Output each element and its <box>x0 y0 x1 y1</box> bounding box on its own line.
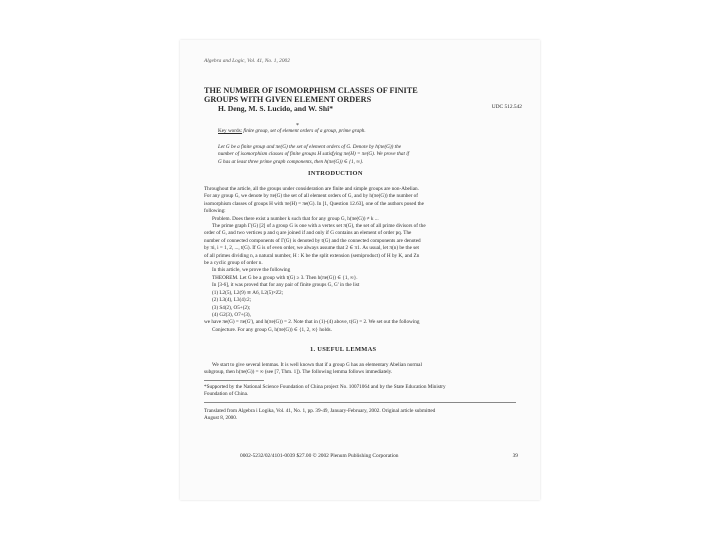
body-line: order of G, and two vertices p and q are joined if and only if G contains an element of order pq. The <box>204 230 412 237</box>
translation-line: August 8, 2000. <box>204 415 238 422</box>
list-item: (4) G2(3), O7+(3), <box>212 311 251 318</box>
introduction-body <box>204 186 426 334</box>
translation-divider <box>204 402 516 403</box>
footnote-line: Foundation of China. <box>204 391 249 398</box>
lemmas-heading: 1. USEFUL LEMMAS <box>310 346 377 353</box>
footnote-divider <box>204 380 264 381</box>
authors: H. Deng, M. S. Lucido, and W. Shi* <box>218 104 333 113</box>
body-line: In this article, we prove the following <box>212 267 291 274</box>
body-line: following: <box>204 208 226 215</box>
abstract-line: number of isomorphism classes of finite groups H satisfying πe(H) = πe(G). We prove that if <box>218 151 410 158</box>
body-line: The prime graph Γ(G) [2] of a group G is one with a vertex set π(G), the set of all prime divisors of the <box>212 223 426 230</box>
page-number: 39 <box>512 453 518 459</box>
translation-note <box>204 408 435 423</box>
abstract-line: G has at least three prime graph components, then h(πe(G)) ∈ {1, ∞}. <box>218 158 364 165</box>
list-item: (1) L2(5), L2(9) ≅ A6, L2(5)×Z2; <box>212 289 284 296</box>
abstract <box>218 144 409 166</box>
footnote-marker: * <box>296 123 299 129</box>
keywords-label: Key words: <box>218 128 243 134</box>
theorem-line: THEOREM. Let G be a group with t(G) ≥ 3. Then h(πe(G)) ∈ {1, ∞}. <box>212 274 358 281</box>
body-line: be a cyclic group of order n. <box>204 260 263 267</box>
footnote <box>204 384 446 399</box>
udc-code: UDC 512.542 <box>491 104 522 110</box>
conjecture-line: Conjecture. For any group G, h(πe(G)) ∈ {1, 2, ∞} holds. <box>212 326 332 333</box>
title-line-2: GROUPS WITH GIVEN ELEMENT ORDERS <box>204 95 372 105</box>
abstract-line: Let G be a finite group and πe(G) the set of element orders of G. Denote by h(πe(G)) the <box>218 144 402 150</box>
body-line: Throughout the article, all the groups under consideration are finite and simple groups are non-Abelian. <box>204 186 419 192</box>
lemmas-body <box>204 362 422 377</box>
footnote-line: *Supported by the National Science Foundation of China project No. 10071064 and by the State Education Ministry <box>204 384 446 390</box>
keywords-text: finite group, set of element orders of a group, prime graph. <box>242 128 366 134</box>
body-line: isomorphism classes of groups H with πe(H) = πe(G). In [1, Question 12.63], one of the authors posed the <box>204 200 424 207</box>
body-line: In [3-6], it was proved that for any pair of finite groups G, G' in the list <box>212 282 360 289</box>
list-item: (2) L3(4), L3(4):2; <box>212 297 252 304</box>
document-page <box>180 40 540 500</box>
keywords <box>218 128 366 135</box>
copyright-line: 0002-5232/02/4101-0039 $27.00 © 2002 Plenum Publishing Corporation <box>240 453 399 459</box>
body-line: For any group G, we denote by πe(G) the set of all element orders of G, and by h(πe(G)) the number of <box>204 193 418 200</box>
body-line: we have πe(G) = πe(G'), and h(πe(G)) = 2. Note that in (1)-(4) above, t(G) = 2. We set out the following <box>204 319 420 326</box>
body-line: number of connected components of Γ(G) is denoted by t(G) and the connected components are denoted <box>204 237 421 244</box>
body-line: We start to give several lemmas. It is well known that if a group G has an elementary Abelian normal <box>212 362 422 368</box>
body-line: by πi, i = 1, 2, ..., t(G). If G is of even order, we always assume that 2 ∈ π1. As usual, let π(n) be the set <box>204 245 419 252</box>
title-line-1: THE NUMBER OF ISOMORPHISM CLASSES OF FINITE <box>204 86 418 95</box>
paper-title <box>204 86 418 105</box>
translation-line: Translated from Algebra i Logika, Vol. 41, No. 1, pp. 39-49, January-February, 2002. Original article submitted <box>204 408 436 414</box>
journal-header: Algebra and Logic, Vol. 41, No. 1, 2002 <box>204 58 290 64</box>
body-line: Problem. Does there exist a number k such that for any group G, h(πe(G)) ≠ k ... <box>212 215 379 222</box>
body-line: of all primes dividing n, a natural number, H : K be the split extension (semiproduct) of H by K, and Zn <box>204 252 420 259</box>
list-item: (3) S4(2), O5+(2); <box>212 304 251 311</box>
introduction-heading: INTRODUCTION <box>308 170 363 177</box>
body-line: subgroup, then h(πe(G)) = ∞ (see [7, Thm. 1]). The following lemma follows immediately. <box>204 369 393 376</box>
